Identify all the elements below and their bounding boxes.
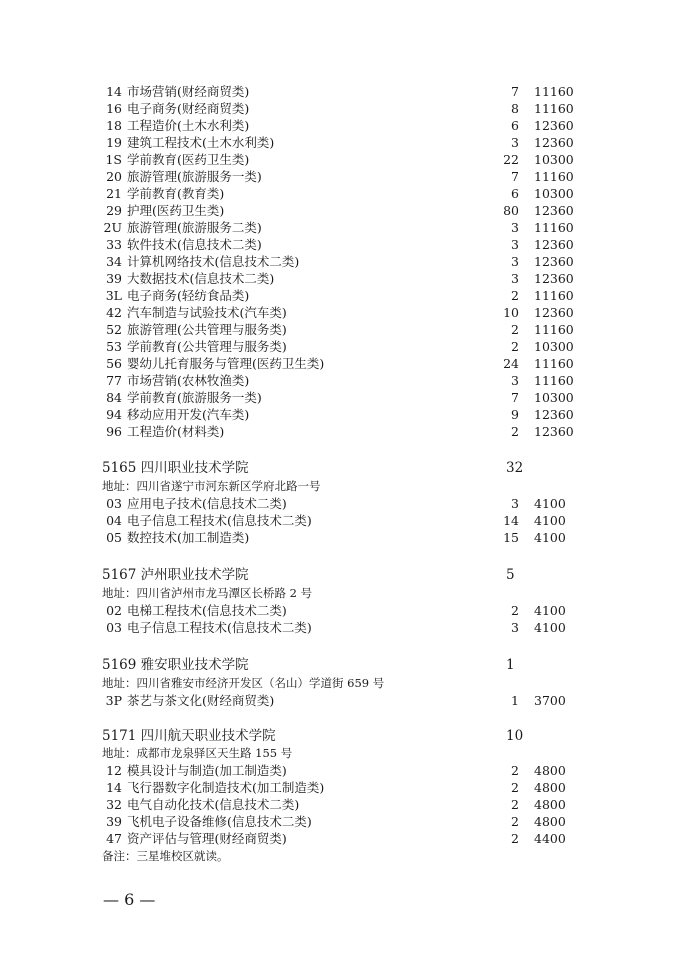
major-count: 7 — [511, 169, 519, 184]
major-row — [98, 338, 578, 355]
major-fee: 12360 — [534, 305, 574, 320]
major-name: 学前教育(医药卫生类) — [127, 152, 250, 167]
major-row — [98, 304, 578, 321]
major-fee: 4400 — [534, 831, 566, 846]
major-name: 护理(医药卫生类) — [127, 203, 225, 218]
major-count: 3 — [511, 496, 519, 511]
major-name: 旅游管理(公共管理与服务类) — [127, 322, 287, 337]
major-fee: 11160 — [534, 101, 574, 116]
major-code: 14 — [106, 84, 122, 99]
major-row — [98, 83, 578, 100]
major-name: 茶艺与茶文化(财经商贸类) — [127, 693, 275, 708]
major-name: 电子商务(财经商贸类) — [127, 101, 250, 116]
major-name: 模具设计与制造(加工制造类) — [127, 763, 287, 778]
major-fee: 4800 — [534, 797, 566, 812]
major-count: 2 — [511, 424, 519, 439]
major-fee: 12360 — [534, 424, 574, 439]
major-name: 电子信息工程技术(信息技术二类) — [127, 620, 312, 635]
major-name: 资产评估与管理(财经商贸类) — [127, 831, 287, 846]
major-count: 22 — [503, 152, 519, 167]
major-name: 软件技术(信息技术二类) — [127, 237, 262, 252]
major-fee: 4100 — [534, 530, 566, 545]
major-name: 学前教育(旅游服务一类) — [127, 390, 262, 405]
major-name: 工程造价(土木水利类) — [127, 118, 250, 133]
major-fee: 10300 — [534, 390, 574, 405]
school-title: 5171 四川航天职业技术学院 — [102, 728, 276, 744]
major-fee: 4800 — [534, 763, 566, 778]
major-code: 2U — [103, 220, 122, 235]
major-fee: 11160 — [534, 356, 574, 371]
major-name: 建筑工程技术(土木水利类) — [127, 135, 275, 150]
major-fee: 11160 — [534, 322, 574, 337]
major-code: 39 — [106, 814, 122, 829]
major-row — [98, 355, 578, 372]
major-row — [98, 813, 578, 830]
major-count: 2 — [511, 322, 519, 337]
school-address: 地址：四川省泸州市龙马潭区长桥路 2 号 — [102, 586, 313, 600]
major-code: 03 — [106, 496, 122, 511]
major-row — [98, 321, 578, 338]
major-count: 8 — [511, 101, 519, 116]
major-row — [98, 236, 578, 253]
major-code: 96 — [106, 424, 122, 439]
major-row — [98, 253, 578, 270]
major-fee: 4100 — [534, 620, 566, 635]
major-fee: 4100 — [534, 603, 566, 618]
school-title: 5169 雅安职业技术学院 — [102, 657, 249, 673]
major-code: 94 — [106, 407, 122, 422]
major-name: 飞机电子设备维修(信息技术二类) — [127, 814, 312, 829]
major-row — [98, 796, 578, 813]
school-heading — [102, 565, 582, 585]
school-address: 地址：四川省遂宁市河东新区学府北路一号 — [102, 479, 321, 493]
major-code: 34 — [106, 254, 122, 269]
major-count: 1 — [511, 693, 519, 708]
major-name: 市场营销(财经商贸类) — [127, 84, 250, 99]
major-row — [98, 270, 578, 287]
major-fee: 10300 — [534, 152, 574, 167]
major-count: 3 — [511, 254, 519, 269]
major-count: 15 — [503, 530, 519, 545]
major-row — [98, 602, 578, 619]
major-count: 10 — [503, 305, 519, 320]
major-name: 电子商务(轻纺食品类) — [127, 288, 250, 303]
major-name: 旅游管理(旅游服务二类) — [127, 220, 262, 235]
major-count: 2 — [511, 288, 519, 303]
major-fee: 4100 — [534, 496, 566, 511]
major-name: 学前教育(教育类) — [127, 186, 225, 201]
major-count: 2 — [511, 763, 519, 778]
major-name: 学前教育(公共管理与服务类) — [127, 339, 287, 354]
major-fee: 12360 — [534, 203, 574, 218]
major-code: 03 — [106, 620, 122, 635]
major-name: 飞行器数字化制造技术(加工制造类) — [127, 780, 325, 795]
major-code: 05 — [106, 530, 122, 545]
school-address: 地址：成都市龙泉驿区天生路 155 号 — [102, 746, 293, 760]
major-code: 47 — [106, 831, 122, 846]
major-count: 2 — [511, 339, 519, 354]
major-name: 应用电子技术(信息技术二类) — [127, 496, 287, 511]
major-count: 2 — [511, 797, 519, 812]
major-row — [98, 423, 578, 440]
major-fee: 11160 — [534, 220, 574, 235]
major-fee: 4800 — [534, 814, 566, 829]
major-name: 旅游管理(旅游服务一类) — [127, 169, 262, 184]
major-row — [98, 512, 578, 529]
school-heading — [102, 726, 582, 746]
major-count: 14 — [503, 513, 519, 528]
major-fee: 11160 — [534, 373, 574, 388]
major-row — [98, 529, 578, 546]
major-fee: 4800 — [534, 780, 566, 795]
major-count: 9 — [511, 407, 519, 422]
school-title: 5165 四川职业技术学院 — [102, 460, 249, 476]
major-code: 12 — [106, 763, 122, 778]
major-code: 32 — [106, 797, 122, 812]
major-row — [98, 495, 578, 512]
major-count: 2 — [511, 603, 519, 618]
school-heading — [102, 458, 582, 478]
major-row — [98, 219, 578, 236]
major-row — [98, 202, 578, 219]
page-number: — 6 — — [103, 890, 156, 909]
major-row — [98, 692, 578, 709]
major-code: 02 — [106, 603, 122, 618]
major-code: 33 — [106, 237, 122, 252]
major-row — [98, 117, 578, 134]
major-count: 3 — [511, 135, 519, 150]
major-code: 3P — [105, 693, 122, 708]
major-count: 24 — [503, 356, 519, 371]
major-code: 18 — [106, 118, 122, 133]
major-name: 汽车制造与试验技术(汽车类) — [127, 305, 287, 320]
major-code: 16 — [106, 101, 122, 116]
school-count: 1 — [506, 657, 515, 673]
major-count: 80 — [503, 203, 519, 218]
major-code: 52 — [106, 322, 122, 337]
major-row — [98, 134, 578, 151]
major-count: 3 — [511, 237, 519, 252]
major-name: 工程造价(材料类) — [127, 424, 225, 439]
major-row — [98, 168, 578, 185]
major-name: 电梯工程技术(信息技术二类) — [127, 603, 287, 618]
major-row — [98, 406, 578, 423]
major-fee: 12360 — [534, 237, 574, 252]
major-code: 14 — [106, 780, 122, 795]
major-code: 20 — [106, 169, 122, 184]
major-name: 数控技术(加工制造类) — [127, 530, 250, 545]
major-count: 7 — [511, 84, 519, 99]
major-count: 7 — [511, 390, 519, 405]
major-code: 19 — [106, 135, 122, 150]
major-row — [98, 619, 578, 636]
major-code: 39 — [106, 271, 122, 286]
major-code: 1S — [105, 152, 122, 167]
major-fee: 4100 — [534, 513, 566, 528]
school-address: 地址：四川省雅安市经济开发区（名山）学道街 659 号 — [102, 676, 385, 690]
major-fee: 3700 — [534, 693, 566, 708]
major-row — [98, 762, 578, 779]
major-fee: 10300 — [534, 339, 574, 354]
major-count: 6 — [511, 118, 519, 133]
major-fee: 12360 — [534, 254, 574, 269]
major-count: 3 — [511, 271, 519, 286]
major-count: 3 — [511, 620, 519, 635]
major-fee: 12360 — [534, 407, 574, 422]
major-fee: 11160 — [534, 169, 574, 184]
major-name: 电气自动化技术(信息技术二类) — [127, 797, 300, 812]
major-code: 42 — [106, 305, 122, 320]
major-row — [98, 185, 578, 202]
major-code: 21 — [106, 186, 122, 201]
major-code: 77 — [106, 373, 122, 388]
major-code: 04 — [106, 513, 122, 528]
school-count: 5 — [506, 567, 515, 583]
major-row — [98, 372, 578, 389]
major-count: 2 — [511, 814, 519, 829]
major-row — [98, 151, 578, 168]
school-title: 5167 泸州职业技术学院 — [102, 567, 249, 583]
major-count: 2 — [511, 831, 519, 846]
major-name: 婴幼儿托育服务与管理(医药卫生类) — [127, 356, 325, 371]
major-count: 6 — [511, 186, 519, 201]
major-name: 计算机网络技术(信息技术二类) — [127, 254, 300, 269]
major-fee: 11160 — [534, 288, 574, 303]
major-name: 电子信息工程技术(信息技术二类) — [127, 513, 312, 528]
major-row — [98, 830, 578, 847]
major-name: 移动应用开发(汽车类) — [127, 407, 250, 422]
major-code: 84 — [106, 390, 122, 405]
major-code: 53 — [106, 339, 122, 354]
major-count: 3 — [511, 220, 519, 235]
major-count: 2 — [511, 780, 519, 795]
major-row — [98, 389, 578, 406]
major-code: 56 — [106, 356, 122, 371]
major-name: 市场营销(农林牧渔类) — [127, 373, 250, 388]
major-row — [98, 100, 578, 117]
school-note: 备注：三星堆校区就读。 — [102, 849, 229, 863]
school-heading — [102, 655, 582, 675]
major-code: 29 — [106, 203, 122, 218]
major-row — [98, 287, 578, 304]
school-count: 32 — [506, 460, 524, 476]
school-count: 10 — [506, 728, 524, 744]
major-count: 3 — [511, 373, 519, 388]
major-fee: 12360 — [534, 271, 574, 286]
major-name: 大数据技术(信息技术二类) — [127, 271, 275, 286]
major-fee: 10300 — [534, 186, 574, 201]
major-fee: 12360 — [534, 118, 574, 133]
major-fee: 11160 — [534, 84, 574, 99]
major-code: 3L — [105, 288, 122, 303]
major-fee: 12360 — [534, 135, 574, 150]
major-row — [98, 779, 578, 796]
